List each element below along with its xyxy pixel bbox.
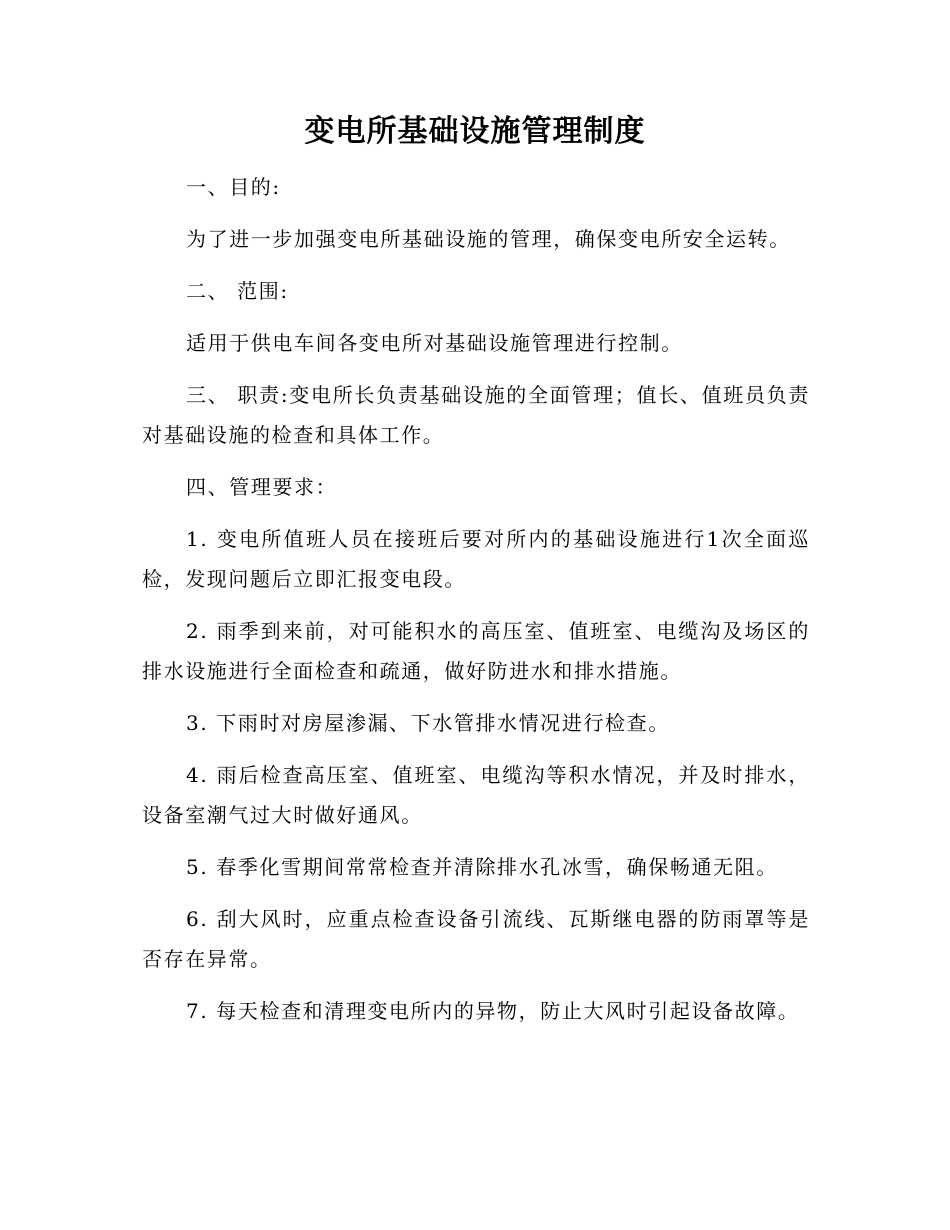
purpose-text: 为了进一步加强变电所基础设施的管理，确保变电所安全运转。 [186,227,791,251]
requirement-item-6: 6. 刮大风时，应重点检查设备引流线、瓦斯继电器的防雨罩等是否存在异常。 [142,907,810,971]
requirement-item-7: 7. 每天检查和清理变电所内的异物，防止大风时引起设备故障。 [186,999,800,1023]
section-scope-heading: 二、 范围: [186,279,289,303]
responsibility-text: 三、 职责:变电所长负责基础设施的全面管理；值长、值班员负责对基础设施的检查和具体工作。 [142,383,810,447]
section-requirements-heading: 四、管理要求： [186,475,338,499]
section-purpose-heading: 一、目的: [186,175,281,199]
requirement-item-1: 1. 变电所值班人员在接班后要对所内的基础设施进行1次全面巡检，发现问题后立即汇报变电段。 [142,527,810,591]
requirement-item-4: 4. 雨后检查高压室、值班室、电缆沟等积水情况，并及时排水，设备室潮气过大时做好通风。 [142,763,810,827]
requirement-item-5: 5. 春季化雪期间常常检查并清除排水孔冰雪，确保畅通无阻。 [186,855,778,879]
document-title: 变电所基础设施管理制度 [304,114,646,149]
scope-text: 适用于供电车间各变电所对基础设施管理进行控制。 [186,331,683,355]
requirement-item-3: 3. 下雨时对房屋渗漏、下水管排水情况进行检查。 [186,711,670,735]
document-body [142,167,810,1043]
requirement-item-2: 2. 雨季到来前，对可能积水的高压室、值班室、电缆沟及场区的排水设施进行全面检查和疏通，做好防进水和排水措施。 [142,619,810,683]
